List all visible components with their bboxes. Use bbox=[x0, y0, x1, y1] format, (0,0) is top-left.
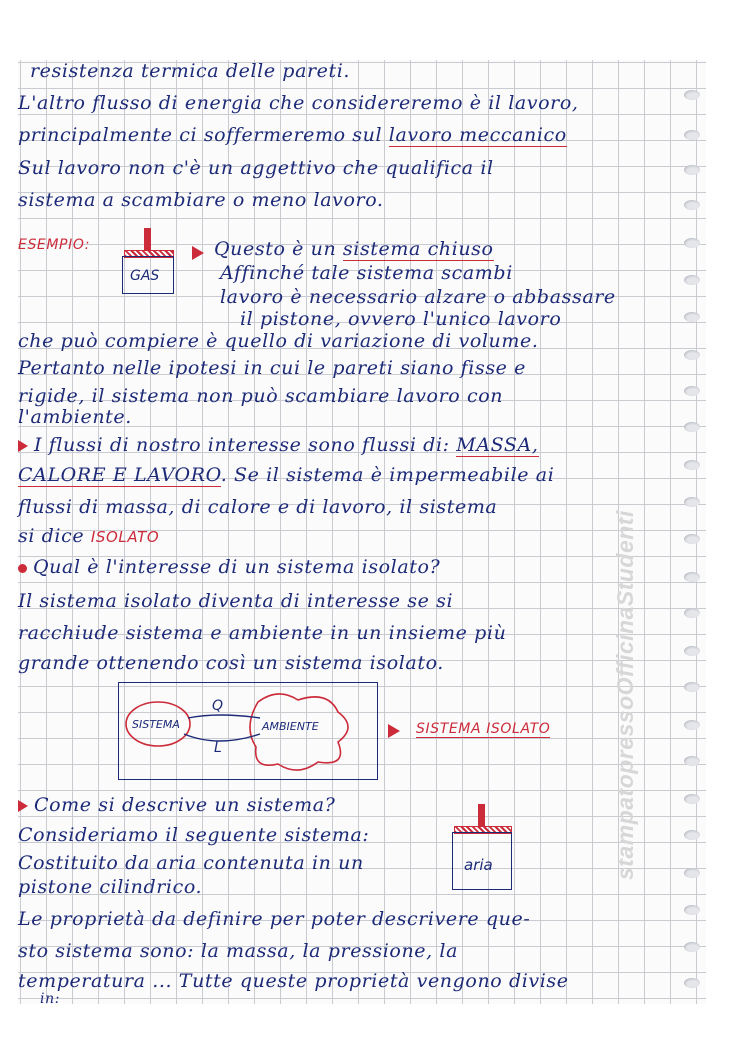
underlined-term: lavoro meccanico bbox=[388, 124, 567, 146]
text-line: flussi di massa, di calore e di lavoro, il sistema bbox=[18, 496, 498, 518]
text-segment: I flussi di nostro interesse sono flussi di: bbox=[34, 434, 457, 456]
text-line: grande ottenendo così un sistema isolato. bbox=[18, 652, 444, 674]
binder-hole bbox=[684, 130, 700, 140]
text-line bbox=[18, 794, 335, 816]
text-line bbox=[18, 124, 567, 146]
binder-hole bbox=[684, 682, 700, 692]
binder-hole bbox=[684, 830, 700, 840]
work-l-label: L bbox=[214, 740, 222, 756]
example-label: ESEMPIO: bbox=[18, 237, 91, 253]
piston-rod bbox=[144, 228, 151, 250]
binder-hole bbox=[684, 756, 700, 766]
text-line: il pistone, ovvero l'unico lavoro bbox=[240, 308, 562, 330]
text-line: Affinché tale sistema scambi bbox=[220, 262, 513, 284]
text-line: sto sistema sono: la massa, la pressione, la bbox=[18, 940, 459, 962]
text-line bbox=[18, 525, 159, 548]
binder-hole bbox=[684, 350, 700, 360]
text-line: Costituito da aria contenuta in un bbox=[18, 852, 364, 874]
isolated-system-label: SISTEMA ISOLATO bbox=[416, 721, 551, 737]
highlighted-term: ISOLATO bbox=[90, 528, 160, 546]
binder-hole bbox=[684, 200, 700, 210]
binder-hole bbox=[684, 978, 700, 988]
text-line: Pertanto nelle ipotesi in cui le pareti siano fisse e bbox=[18, 357, 526, 379]
gas-label: GAS bbox=[130, 268, 160, 284]
binder-hole bbox=[684, 534, 700, 544]
binder-hole bbox=[684, 238, 700, 248]
binder-hole bbox=[684, 572, 700, 582]
system-ambient-drawing bbox=[118, 682, 378, 782]
text-line: racchiude sistema e ambiente in un insieme più bbox=[18, 622, 507, 644]
aria-label: aria bbox=[464, 856, 493, 874]
binder-hole bbox=[684, 646, 700, 656]
arrow-icon bbox=[388, 724, 400, 738]
binder-hole bbox=[684, 608, 700, 618]
binder-hole bbox=[684, 942, 700, 952]
underlined-term: CALORE E LAVORO bbox=[18, 464, 221, 486]
text-line: l'ambiente. bbox=[18, 406, 132, 428]
text-segment: Come si descrive un sistema? bbox=[34, 794, 336, 816]
piston-rod bbox=[478, 804, 485, 826]
underlined-term: MASSA, bbox=[456, 434, 539, 456]
underlined-term: sistema chiuso bbox=[342, 238, 494, 260]
watermark: stampatopressoOfficinaStudenti bbox=[612, 510, 638, 880]
text-segment: Qual è l'interesse di un sistema isolato? bbox=[33, 556, 441, 578]
text-line bbox=[18, 556, 440, 578]
text-line: che può compiere è quello di variazione di volume. bbox=[18, 330, 539, 352]
binder-hole bbox=[684, 90, 700, 100]
text-line: resistenza termica delle pareti. bbox=[30, 60, 351, 82]
binder-hole bbox=[684, 905, 700, 915]
triangle-bullet-icon bbox=[18, 800, 28, 812]
text-line: lavoro è necessario alzare o abbassare bbox=[220, 286, 616, 308]
text-line: Il sistema isolato diventa di interesse se si bbox=[18, 590, 454, 612]
text-line bbox=[18, 434, 539, 456]
text-line bbox=[18, 464, 554, 486]
binder-hole bbox=[684, 275, 700, 285]
text-line: sistema a scambiare o meno lavoro. bbox=[18, 189, 384, 211]
gas-piston-diagram bbox=[120, 228, 180, 298]
text-segment: Questo è un bbox=[214, 238, 343, 260]
binder-hole bbox=[684, 720, 700, 730]
text-line: Sul lavoro non c'è un aggettivo che qualifica il bbox=[18, 157, 494, 179]
work-flow-arrow bbox=[184, 734, 260, 741]
dot-bullet-icon bbox=[18, 564, 27, 573]
binder-hole bbox=[684, 460, 700, 470]
sistema-label: SISTEMA bbox=[132, 718, 180, 731]
binder-hole bbox=[684, 794, 700, 804]
air-piston-diagram bbox=[452, 804, 522, 894]
binder-hole bbox=[684, 497, 700, 507]
binder-holes bbox=[666, 60, 706, 1004]
binder-hole bbox=[684, 312, 700, 322]
text-segment: . Se il sistema è impermeabile ai bbox=[220, 464, 555, 486]
text-segment: si dice bbox=[18, 525, 91, 547]
binder-hole bbox=[684, 386, 700, 396]
heat-flow-arrow bbox=[188, 715, 260, 718]
arrow-icon bbox=[192, 246, 204, 260]
binder-hole bbox=[684, 165, 700, 175]
text-line: pistone cilindrico. bbox=[18, 876, 203, 898]
heat-q-label: Q bbox=[212, 698, 224, 714]
binder-hole bbox=[684, 868, 700, 878]
text-line: Le proprietà da definire per poter descrivere que- bbox=[18, 908, 531, 930]
text-line: Consideriamo il seguente sistema: bbox=[18, 824, 370, 846]
text-segment: principalmente ci soffermeremo sul bbox=[18, 124, 389, 146]
text-line: rigide, il sistema non può scambiare lavoro con bbox=[18, 385, 504, 407]
text-line: in: bbox=[40, 991, 61, 1007]
isolated-system-diagram bbox=[118, 682, 618, 782]
text-line bbox=[214, 238, 494, 260]
text-line: L'altro flusso di energia che considereremo è il lavoro, bbox=[18, 92, 579, 114]
binder-hole bbox=[684, 422, 700, 432]
triangle-bullet-icon bbox=[18, 440, 28, 452]
text-line: temperatura ... Tutte queste proprietà vengono divise bbox=[18, 970, 569, 992]
ambiente-label: AMBIENTE bbox=[262, 720, 319, 733]
